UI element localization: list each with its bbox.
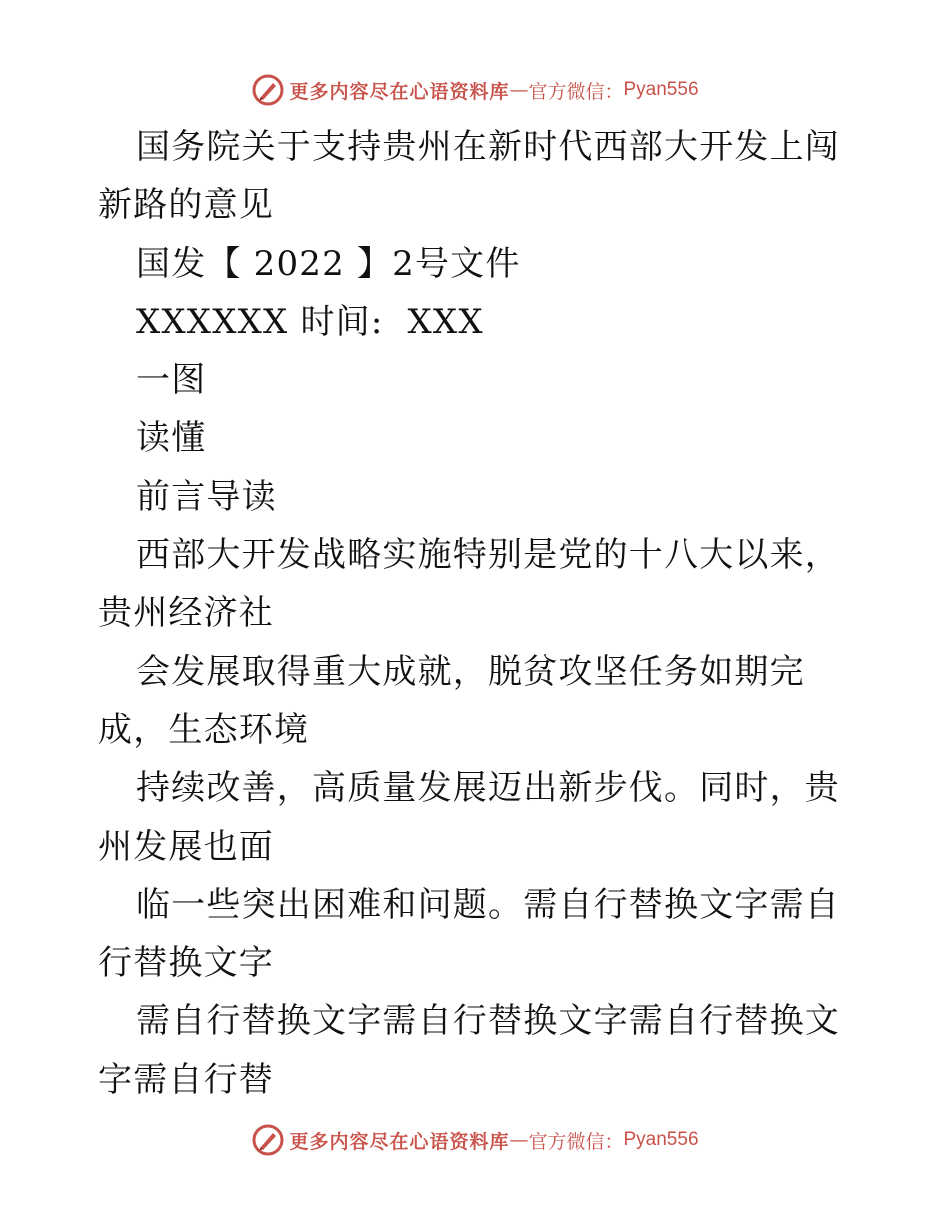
document-title: 国务院关于支持贵州在新时代西部大开发上闯新路的意见 (98, 127, 840, 226)
body-paragraph: 会发展取得重大成就，脱贫攻坚任务如期完成，生态环境 (98, 651, 805, 750)
banner-wechat-id: Pyan556 (623, 1129, 699, 1150)
banner-wechat-id: Pyan556 (623, 79, 699, 100)
section-line-2: 读懂 (136, 418, 207, 459)
document-time: XXXXXX 时间: XXX (136, 301, 484, 342)
banner-site-text: 更多内容尽在心语资料库 (289, 80, 510, 103)
banner-wechat-label: 官方微信： (528, 80, 624, 103)
banner-dash: — (509, 79, 529, 101)
footer-banner (0, 1120, 950, 1160)
banner-wechat-label: 官方微信： (528, 1130, 624, 1153)
document-body (98, 118, 858, 1109)
section-heading: 前言导读 (136, 476, 277, 517)
banner-dash: — (509, 1129, 529, 1151)
body-paragraph: 持续改善，高质量发展迈出新步伐。同时，贵州发展也面 (98, 768, 840, 867)
body-paragraph: 临一些突出困难和问题。需自行替换文字需自行替换文字 (98, 884, 840, 984)
header-banner (0, 70, 950, 110)
document-number: 国发【 2022 】2号文件 (136, 243, 521, 284)
banner-site-text: 更多内容尽在心语资料库 (289, 1130, 510, 1153)
section-line-1: 一图 (136, 360, 207, 401)
pen-logo-icon (251, 73, 285, 107)
body-paragraph: 西部大开发战略实施特别是党的十八大以来，贵州经济社 (98, 535, 840, 634)
body-paragraph: 需自行替换文字需自行替换文字需自行替换文字需自行替 (98, 1001, 840, 1100)
pen-logo-icon (251, 1123, 285, 1157)
